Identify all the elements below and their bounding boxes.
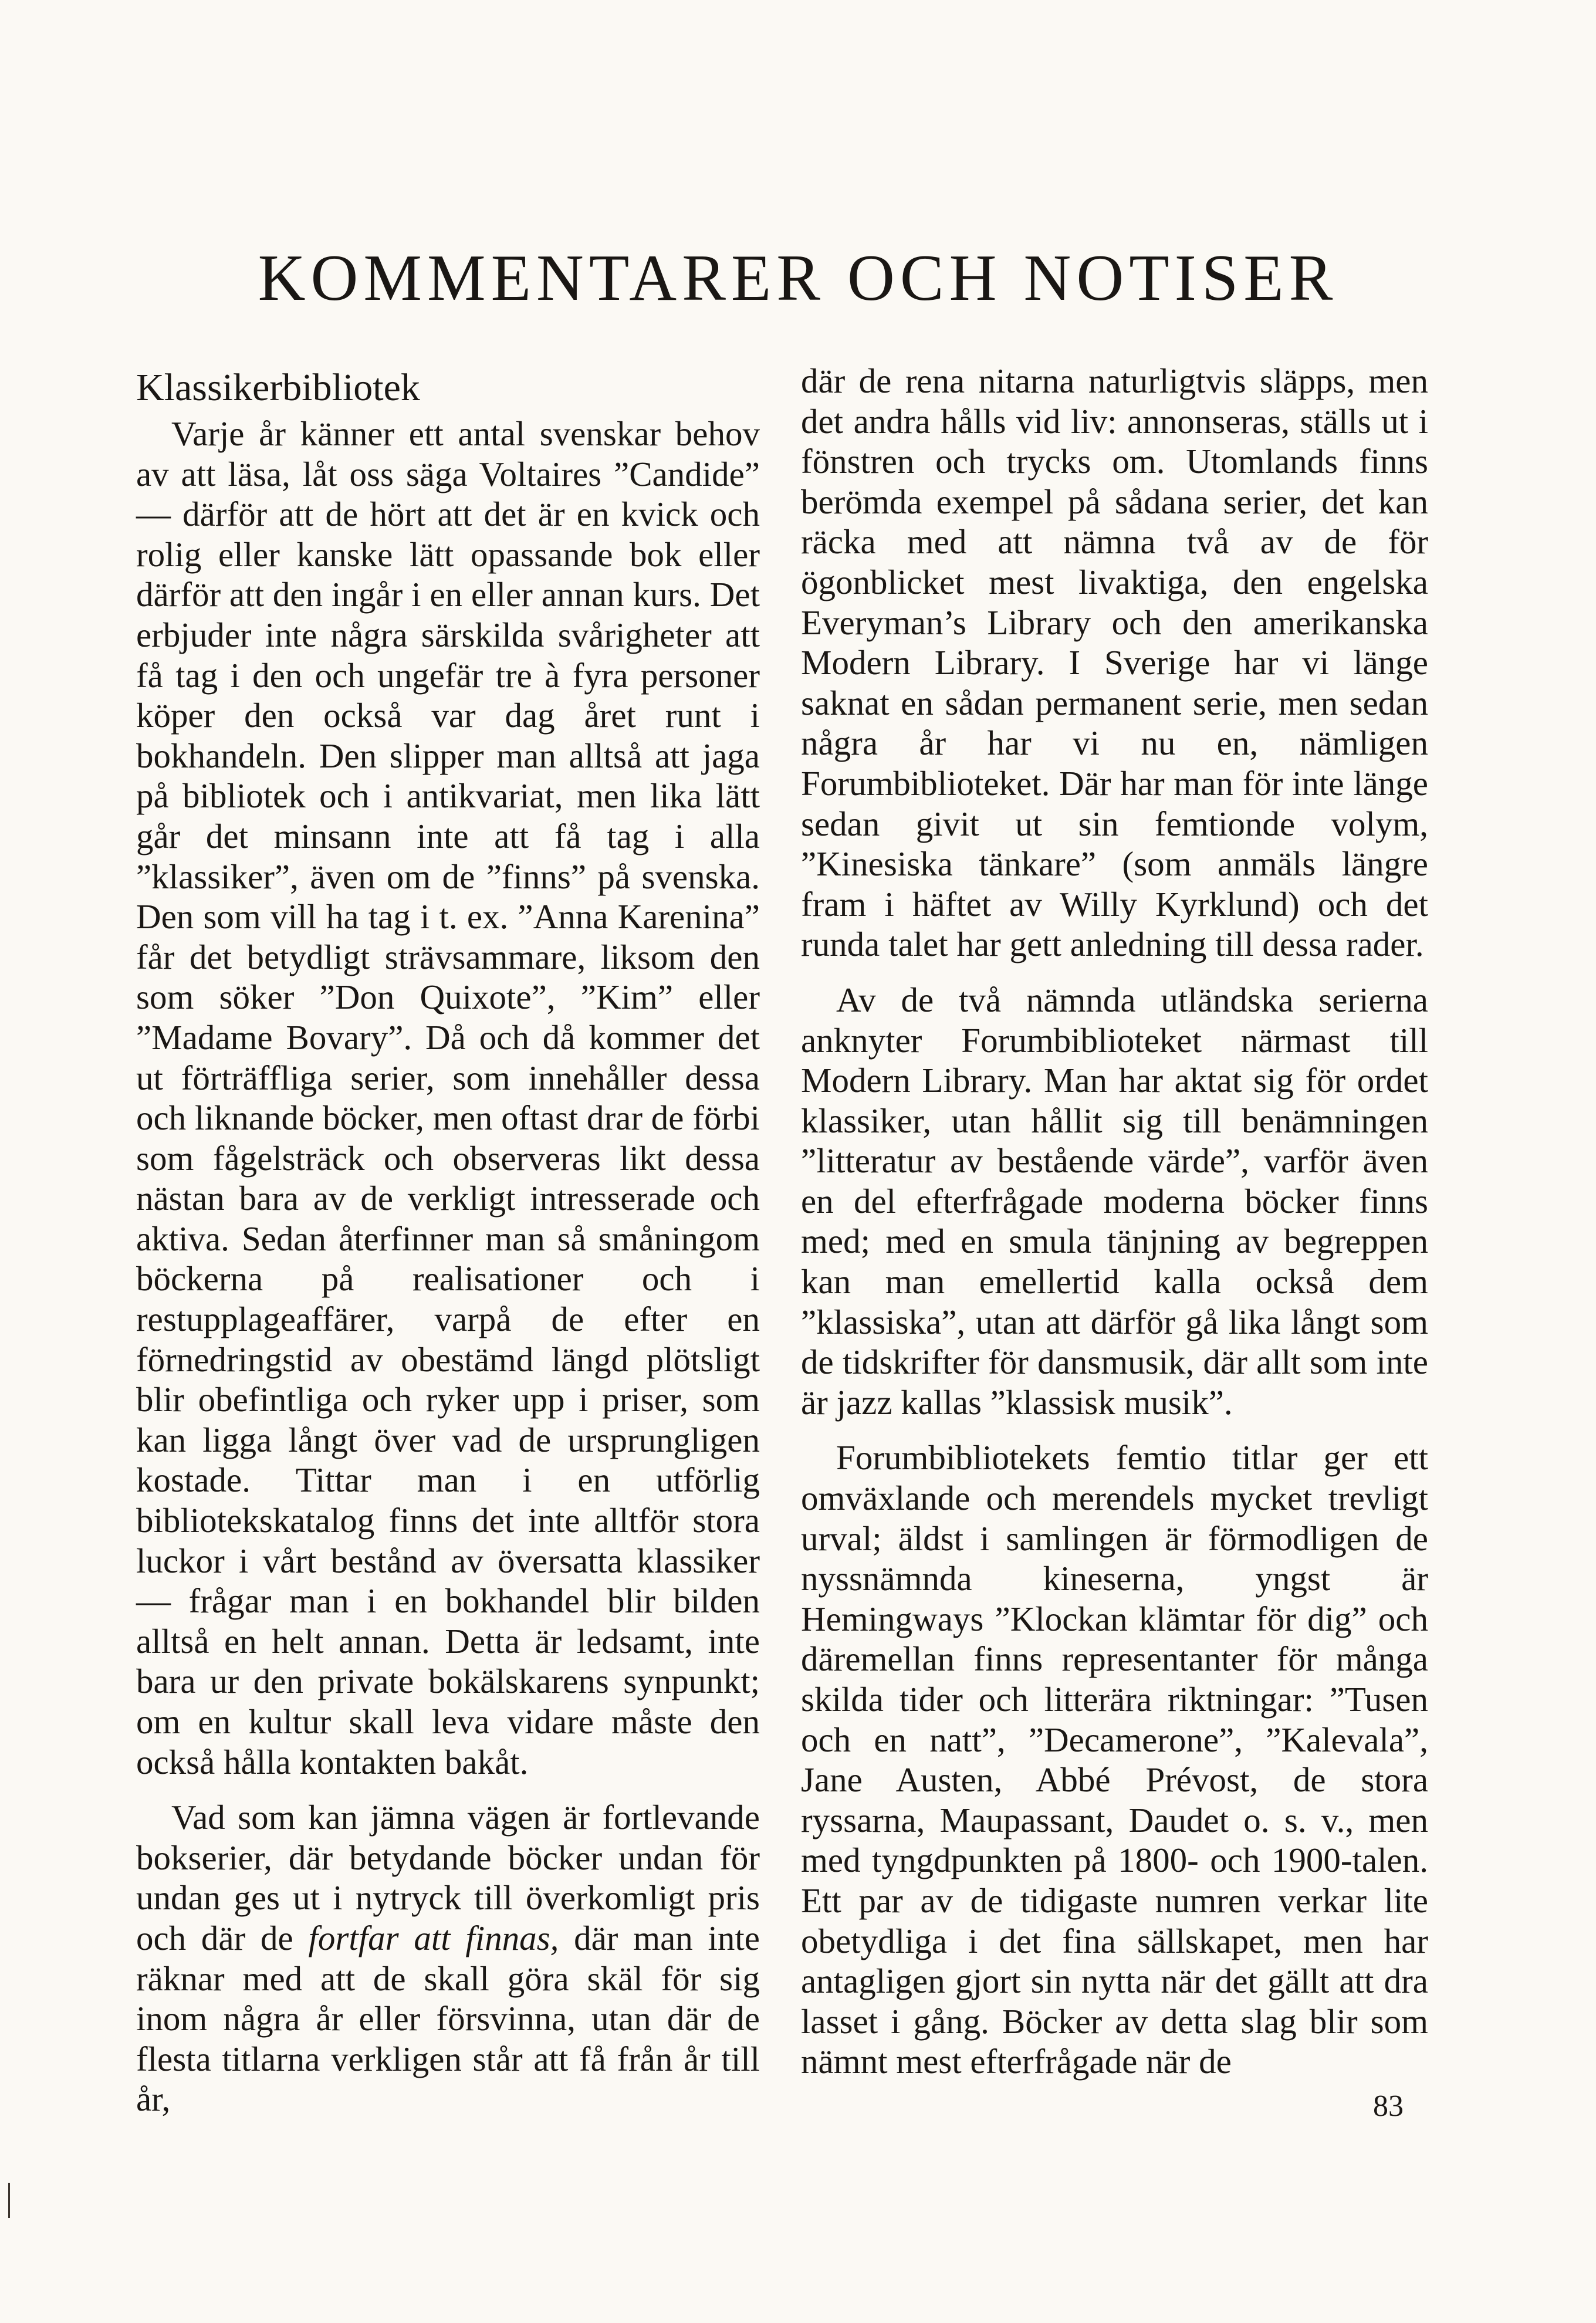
- paragraph: där de rena nitarna naturligtvis släpps, men det andra hålls vid liv: annonseras, ställs ut i fönstren och trycks om. Utomlands finns berömda exempel på sådana serier, det kan räcka med att nämna två av de för ögonblicket mest livaktiga, den engelska Everyman’s Library och den amerikanska Modern Library. I Sverige har vi länge saknat en sådan permanent serie, men sedan några år har vi nu en, nämligen Forumbiblioteket. Där har man för inte länge sedan givit ut sin femtionde volym, ”Kinesiska tänkare” (som anmäls längre fram i häftet av Willy Kyrklund) och det runda talet har gett anledning till dessa rader.: [801, 361, 1428, 964]
- paragraph: Varje år känner ett antal svenskar behov av att läsa, låt oss säga Voltaires ”Candide” — därför att de hört att det är en kvick och rolig eller kanske lätt opassande bok eller därför att den ingår i en eller annan kurs. Det erbjuder inte några särskilda svårigheter att få tag i den och ungefär tre à fyra personer köper den också var dag året runt i bokhandeln. Den slipper man alltså att jaga på bibliotek och i antikvariat, men lika lätt går det minsann inte att få tag i alla ”klassiker”, även om de ”finns” på svenska. Den som vill ha tag i t. ex. ”Anna Karenina” får det betydligt strävsammare, liksom den som söker ”Don Quixote”, ”Kim” eller ”Madame Bovary”. Då och då kommer det ut förträffliga serier, som innehåller dessa och liknande böcker, men oftast drar de förbi som fågelsträck och observeras likt dessa nästan bara av de verkligt intresserade och aktiva. Sedan återfinner man så småningom böckerna på realisationer och i restupplageaffärer, varpå de efter en förnedringstid av obestämd längd plötsligt blir obefintliga och ryker upp i priser, som kan ligga långt över vad de ursprungligen kostade. Tittar man i en utförlig bibliotekskatalog finns det inte alltför stora luckor i vårt bestånd av översatta klassiker — frågar man i en bokhandel blir bilden alltså en helt annan. Detta är ledsamt, inte bara ur den private bokälskarens synpunkt; om en kultur skall leva vidare måste den också hålla kontakten bakåt.: [136, 414, 760, 1781]
- section-heading: Klassikerbibliotek: [136, 366, 420, 409]
- paragraph-text: Vad som kan jämna vägen är fortlevande bokserier, där betydande böcker undan för undan ges ut i nytryck till överkomligt pris och där de: [136, 1798, 760, 1957]
- scan-edge-mark: [8, 2183, 10, 2218]
- page-number: 83: [1373, 2089, 1404, 2123]
- paragraph: Forumbibliotekets femtio titlar ger ett omväxlande och merendels mycket trevligt urval; äldst i samlingen är förmodligen de nyssnämnda kineserna, yngst är Hemingways ”Klockan klämtar för dig” och däremellan finns representanter för många skilda tider och litterära riktningar: ”Tusen och en natt”, ”Decamerone”, ”Kalevala”, Jane Austen, Abbé Prévost, de stora ryssarna, Maupassant, Daudet o. s. v., men med tyngdpunkten på 1800- och 1900-talen. Ett par av de tidigaste numren verkar lite obetydliga i det fina sällskapet, men har antagligen gjort sin nytta när det gällt att dra lasset i gång. Böcker av detta slag blir som nämnt mest efterfrågade när de: [801, 1438, 1428, 2081]
- page-title: KOMMENTARER OCH NOTISER: [258, 242, 1338, 315]
- left-column: [136, 361, 760, 2135]
- paragraph: Av de två nämnda utländska serierna anknyter Forumbiblioteket närmast till Modern Library. Man har aktat sig för ordet klassiker, utan hållit sig till benämningen ”litteratur av bestående värde”, varför även en del efterfrågade moderna böcker finns med; med en smula tänjning av begreppen kan man emellertid kalla också dem ”klassiska”, utan att därför gå lika långt som de tidskrifter för dansmusik, där allt som inte är jazz kallas ”klassisk musik”.: [801, 980, 1428, 1422]
- italic-phrase: fortfar att finnas,: [308, 1918, 559, 1957]
- right-column: [801, 361, 1428, 2097]
- paragraph: [136, 1797, 760, 2119]
- paragraph-text: där man inte räknar med att de skall göra skäl för sig inom några år eller försvinna, utan där de flesta titlarna verkligen står att få från år till år,: [136, 1918, 760, 2119]
